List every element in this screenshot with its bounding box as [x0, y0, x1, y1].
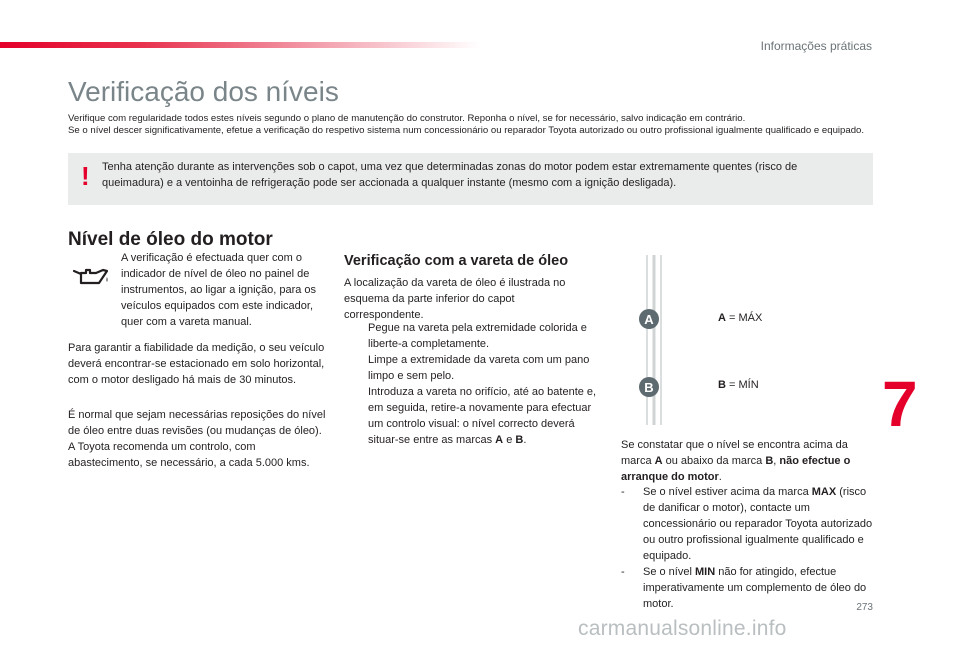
page-title: Verificação dos níveis — [68, 76, 339, 107]
marker-a-key: A — [718, 312, 726, 324]
list-item — [621, 564, 879, 612]
case-text-part: não for atingido, efectue imperativamente um complemento de óleo do motor. — [643, 566, 867, 610]
list-item — [344, 320, 602, 352]
step-text-part: . — [523, 434, 527, 446]
case-text — [643, 566, 866, 610]
max-ref: MAX — [811, 486, 837, 498]
oil-topup-note-text: É normal que sejam necessárias reposições do nível de óleo entre duas revisões (ou mudanças de óleo). A Toyota recomenda um controlo, com abastecimento, se necessário, a cada 5.000 kms. — [68, 409, 326, 469]
list-item — [344, 384, 602, 448]
oil-can-icon — [72, 263, 110, 291]
case-text-part: Se o nível — [643, 566, 692, 578]
dipstick-diagram — [636, 255, 676, 425]
marker-b-meaning: = MÍN — [729, 379, 759, 391]
marker-b-key: B — [718, 379, 726, 391]
chapter-number: 7 — [882, 368, 918, 440]
mark-b-ref: B — [765, 455, 774, 467]
step-text-part: e — [506, 434, 513, 446]
header-accent-bar — [0, 42, 480, 48]
min-ref: MIN — [694, 566, 716, 578]
intro-line: Se o nível descer significativamente, efetue a verificação do respetivo sistema num concessionário ou reparador Toyota autorizado ou outro profissional igualmente qualificado e equipado. — [68, 124, 865, 136]
section-label: Informações práticas — [760, 39, 872, 53]
list-item — [621, 484, 879, 564]
step-text: Limpe a extremidade da vareta com um pano limpo e sem pelo. — [368, 354, 590, 382]
page-number: 273 — [856, 602, 873, 613]
marker-a-meaning: = MÁX — [729, 312, 763, 324]
no-start-warning: não efectue o arranque do motor — [621, 455, 851, 483]
level-text-part: ou abaixo da marca — [665, 455, 763, 467]
dash-bullet: - — [621, 486, 625, 498]
dipstick-steps-list — [344, 320, 602, 448]
measurement-conditions-text: Para garantir a fiabilidade da medição, o seu veículo deverá encontrar-se estacionado em solo horizontal, com o motor desligado há mais de 30 minutos. — [68, 342, 325, 386]
mark-b-ref: B — [515, 434, 524, 446]
warning-icon: ! — [81, 161, 90, 191]
level-cases-list — [621, 484, 879, 612]
marker-a-label — [718, 312, 762, 324]
case-text-part: Se o nível estiver acima da marca — [643, 486, 809, 498]
case-text-part: (risco de danificar o motor), contacte um concessionário ou reparador Toyota autorizado ou outro profissional igualmente qualificado e equipado. — [643, 486, 873, 562]
intro-line: Verifique com regularidade todos estes níveis segundo o plano de manutenção do construtor. Reponha o nível, se for necessário, salvo indicação em contrário. — [68, 113, 746, 124]
marker-b-letter: B — [644, 380, 654, 395]
level-warning-text — [621, 437, 879, 485]
warning-text: Tenha atenção durante as intervenções sob o capot, uma vez que determinadas zonas do motor podem estar extremamente quentes (risco de queimadura) e a ventoinha de refrigeração pode ser accionada a qualquer instante (mesmo com a ignição desligada). — [102, 161, 798, 189]
case-text — [643, 486, 872, 562]
dipstick-heading: Verificação com a vareta de óleo — [344, 253, 569, 269]
marker-b-label — [718, 379, 759, 391]
level-text-part: Se constatar que o nível se encontra acima da marca — [621, 439, 848, 467]
watermark: carmanualsonline.info — [578, 617, 787, 640]
intro-text — [68, 113, 868, 136]
dash-bullet: - — [621, 566, 625, 578]
warning-box — [68, 153, 873, 205]
marker-a-letter: A — [644, 312, 654, 327]
step-text: Pegue na vareta pela extremidade colorida e liberte-a completamente. — [368, 322, 587, 350]
dipstick-intro-text: A localização da vareta de óleo é ilustrada no esquema da parte inferior do capot correspondente. — [344, 277, 566, 321]
mark-a-ref: A — [495, 434, 504, 446]
list-item — [344, 352, 602, 384]
oil-indicator-text: A verificação é efectuada quer com o indicador de nível de óleo no painel de instrumentos, ao ligar a ignição, para os veículos equipados com este indicador, quer com a vareta manual. — [121, 252, 317, 328]
mark-a-ref: A — [654, 455, 663, 467]
level-text-part: , — [773, 455, 777, 467]
level-text-part: . — [718, 471, 722, 483]
step-text-part: Introduza a vareta no orifício, até ao batente e, em seguida, retire-a novamente para efectuar um controlo visual: o nível correcto deverá situar-se entre as marcas — [368, 386, 597, 446]
oil-level-heading: Nível de óleo do motor — [68, 229, 273, 250]
step-text — [368, 386, 596, 446]
